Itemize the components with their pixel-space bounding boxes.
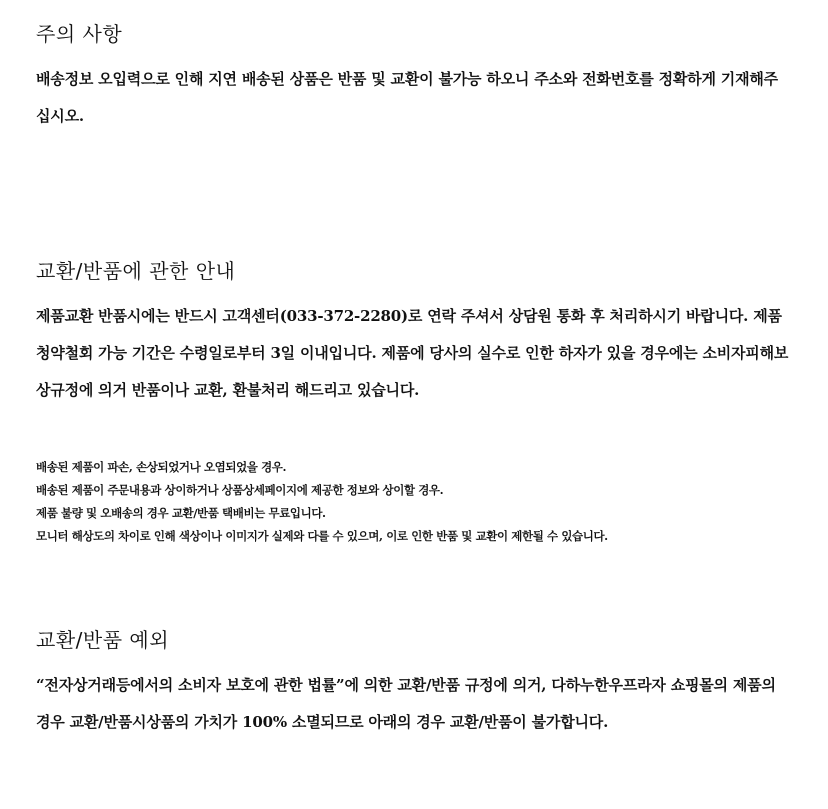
exceptions-section: [36, 626, 792, 741]
exceptions-title: 교환/반품 예외: [36, 628, 170, 652]
notice-section: [36, 20, 792, 135]
return-conditions-list: [36, 456, 796, 548]
exceptions-text: “전자상거래등에서의 소비자 보호에 관한 법률”에 의한 교환/반품 규정에 의거, 다하누한우프라자 쇼핑몰의 제품의 경우 교환/반품시상품의 가치가 100% 소멸되므로 아래의 경우 교환/반품이 불가합니다.: [36, 676, 776, 731]
condition-item: 모니터 해상도의 차이로 인해 색상이나 이미지가 실제와 다를 수 있으며, 이로 인한 반품 및 교환이 제한될 수 있습니다.: [36, 529, 608, 543]
exchange-guide-text: 제품교환 반품시에는 반드시 고객센터(033-372-2280)로 연락 주셔서 상담원 통화 후 처리하시기 바랍니다. 제품청약철회 가능 기간은 수령일로부터 3일 이내입니다. 제품에 당사의 실수로 인한 하자가 있을 경우에는 소비자피해보상규정에 의거 반품이나 교환, 환불처리 해드리고 있습니다.: [36, 307, 789, 399]
exchange-guide-section: [36, 257, 792, 409]
notice-text: 배송정보 오입력으로 인해 지연 배송된 상품은 반품 및 교환이 불가능 하오니 주소와 전화번호를 정확하게 기재해주십시오.: [36, 70, 778, 125]
condition-item: 제품 불량 및 오배송의 경우 교환/반품 택배비는 무료입니다.: [36, 506, 326, 520]
condition-item: 배송된 제품이 주문내용과 상이하거나 상품상세페이지에 제공한 정보와 상이할 경우.: [36, 483, 444, 497]
exchange-guide-title: 교환/반품에 관한 안내: [36, 259, 236, 283]
notice-title: 주의 사항: [36, 22, 123, 46]
condition-item: 배송된 제품이 파손, 손상되었거나 오염되었을 경우.: [36, 460, 287, 474]
